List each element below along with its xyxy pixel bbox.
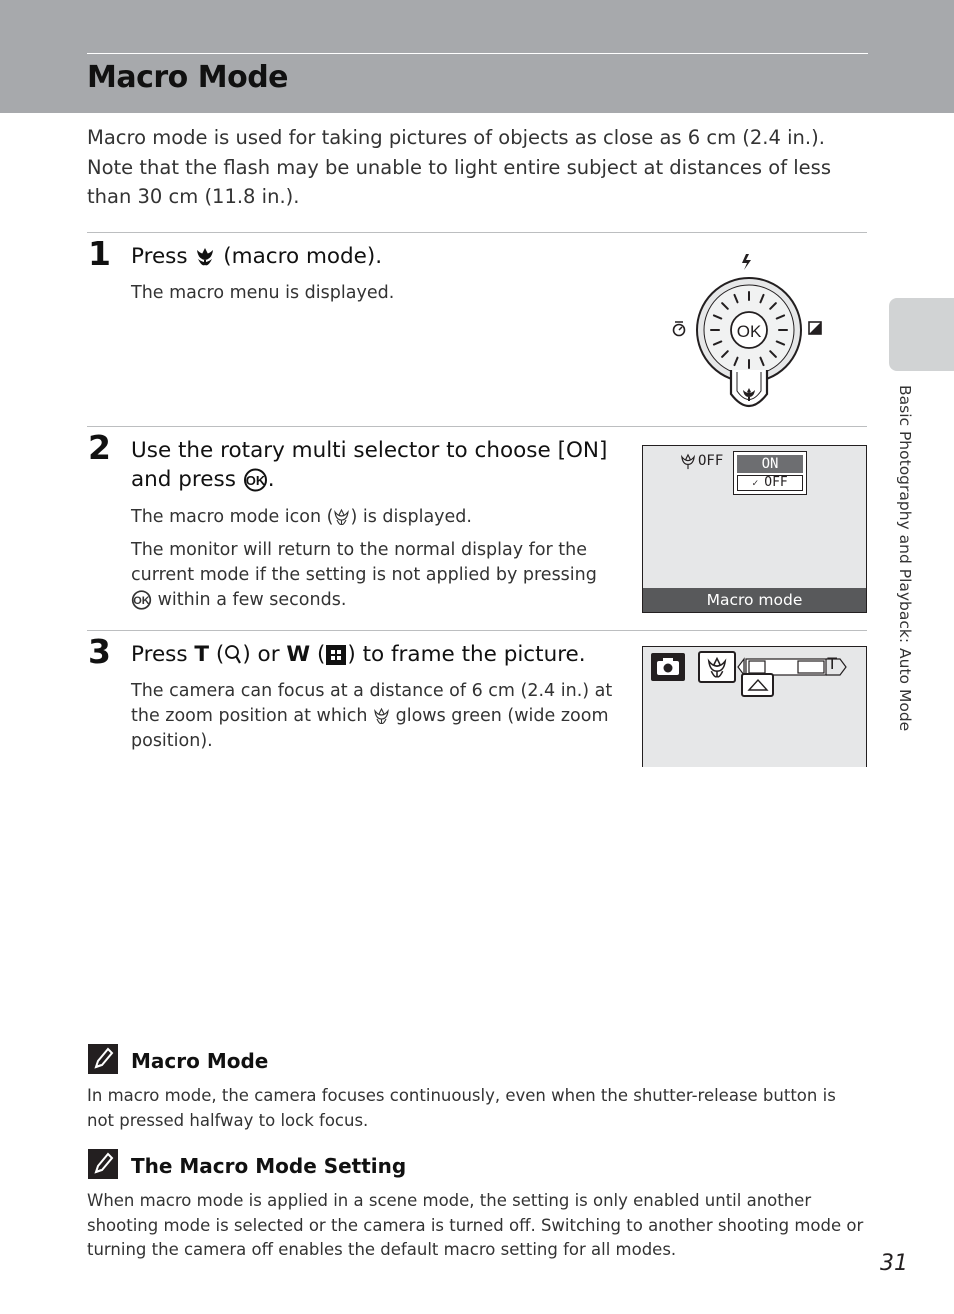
header-rule — [87, 53, 868, 54]
flash-icon — [742, 254, 751, 270]
auto-mode-camera-icon — [651, 653, 685, 681]
step-2-text-2: The monitor will return to the normal display for the current mode if the setting is not applied by pressing OK within a few seconds. — [131, 540, 597, 610]
macro-menu-caption: Macro mode — [643, 588, 866, 612]
macro-menu-screen — [642, 445, 867, 613]
note-1-title: Macro Mode — [131, 1049, 269, 1073]
step-2-number: 2 — [88, 428, 111, 467]
note-2-title: The Macro Mode Setting — [131, 1154, 407, 1178]
page-title: Macro Mode — [87, 60, 289, 95]
step-1-number: 1 — [88, 234, 111, 273]
step-3-text: The camera can focus at a distance of 6 cm (2.4 in.) at the zoom position at which glows green (wide zoom position). — [131, 681, 613, 751]
zoom-tele-label: T — [827, 654, 838, 673]
chapter-side-tab — [889, 298, 954, 371]
macro-outline-icon — [333, 508, 350, 527]
step-1-heading: Press (macro mode). — [131, 244, 383, 269]
page-header — [0, 0, 954, 113]
zoom-screen — [642, 646, 867, 767]
macro-indicator-box — [698, 651, 736, 683]
step-2-text-1: The macro mode icon ( ) is displayed. — [131, 507, 472, 527]
macro-option-list — [733, 451, 807, 495]
note-1-text: In macro mode, the camera focuses continuously, even when the shutter-release button is not pressed halfway to lock focus. — [87, 1086, 836, 1130]
ok-button-icon — [243, 468, 268, 492]
ok-button-small-icon — [131, 590, 152, 610]
note-2-text: When macro mode is applied in a scene mode, the setting is only enabled until another shooting mode is selected or the camera is turned off. Switching to another shooting mode or turning the camera off enables the default macro setting for all modes. — [87, 1191, 864, 1259]
step-3-heading: Press T ( ) or W ( ) to frame the picture. — [131, 642, 586, 667]
page-number: 31 — [880, 1251, 908, 1276]
step-3-number: 3 — [88, 632, 111, 671]
check-icon: ✓ — [752, 478, 765, 489]
step-2-divider — [87, 426, 867, 427]
multi-selector-dial-illustration — [662, 248, 834, 418]
step-1-divider — [87, 232, 867, 233]
macro-option-off[interactable]: ✓ OFF — [737, 475, 803, 491]
macro-status-label: OFF — [698, 453, 724, 469]
step-3-divider — [87, 630, 867, 631]
svg-text:OK: OK — [245, 473, 266, 488]
note-pencil-icon — [88, 1149, 118, 1179]
note-pencil-icon — [88, 1044, 118, 1074]
intro-paragraph: Macro mode is used for taking pictures of objects as close as 6 cm (2.4 in.). Note that the flash may be unable to light entire subject at distances of less than 30 cm (11.8 in.). — [87, 126, 831, 208]
self-timer-icon — [674, 322, 685, 336]
macro-indicator-icon — [706, 656, 728, 680]
wide-zoom-icon — [325, 644, 347, 666]
step-2-heading: Use the rotary multi selector to choose [ON] and press OK . — [131, 438, 608, 492]
zoom-pointer-box — [741, 673, 774, 697]
step-1-text: The macro menu is displayed. — [131, 283, 395, 303]
macro-option-on[interactable]: ON — [737, 455, 803, 473]
zoom-pointer-arrow-icon — [747, 678, 769, 692]
macro-flower-icon — [194, 245, 216, 269]
macro-outline-icon — [373, 707, 390, 726]
svg-text:OK: OK — [133, 595, 150, 608]
exposure-compensation-icon — [809, 322, 821, 334]
ok-button-label: OK — [736, 322, 762, 341]
macro-status-icon — [679, 453, 697, 471]
tele-zoom-icon — [224, 644, 242, 666]
chapter-side-title: Basic Photography and Playback: Auto Mode — [896, 385, 914, 732]
